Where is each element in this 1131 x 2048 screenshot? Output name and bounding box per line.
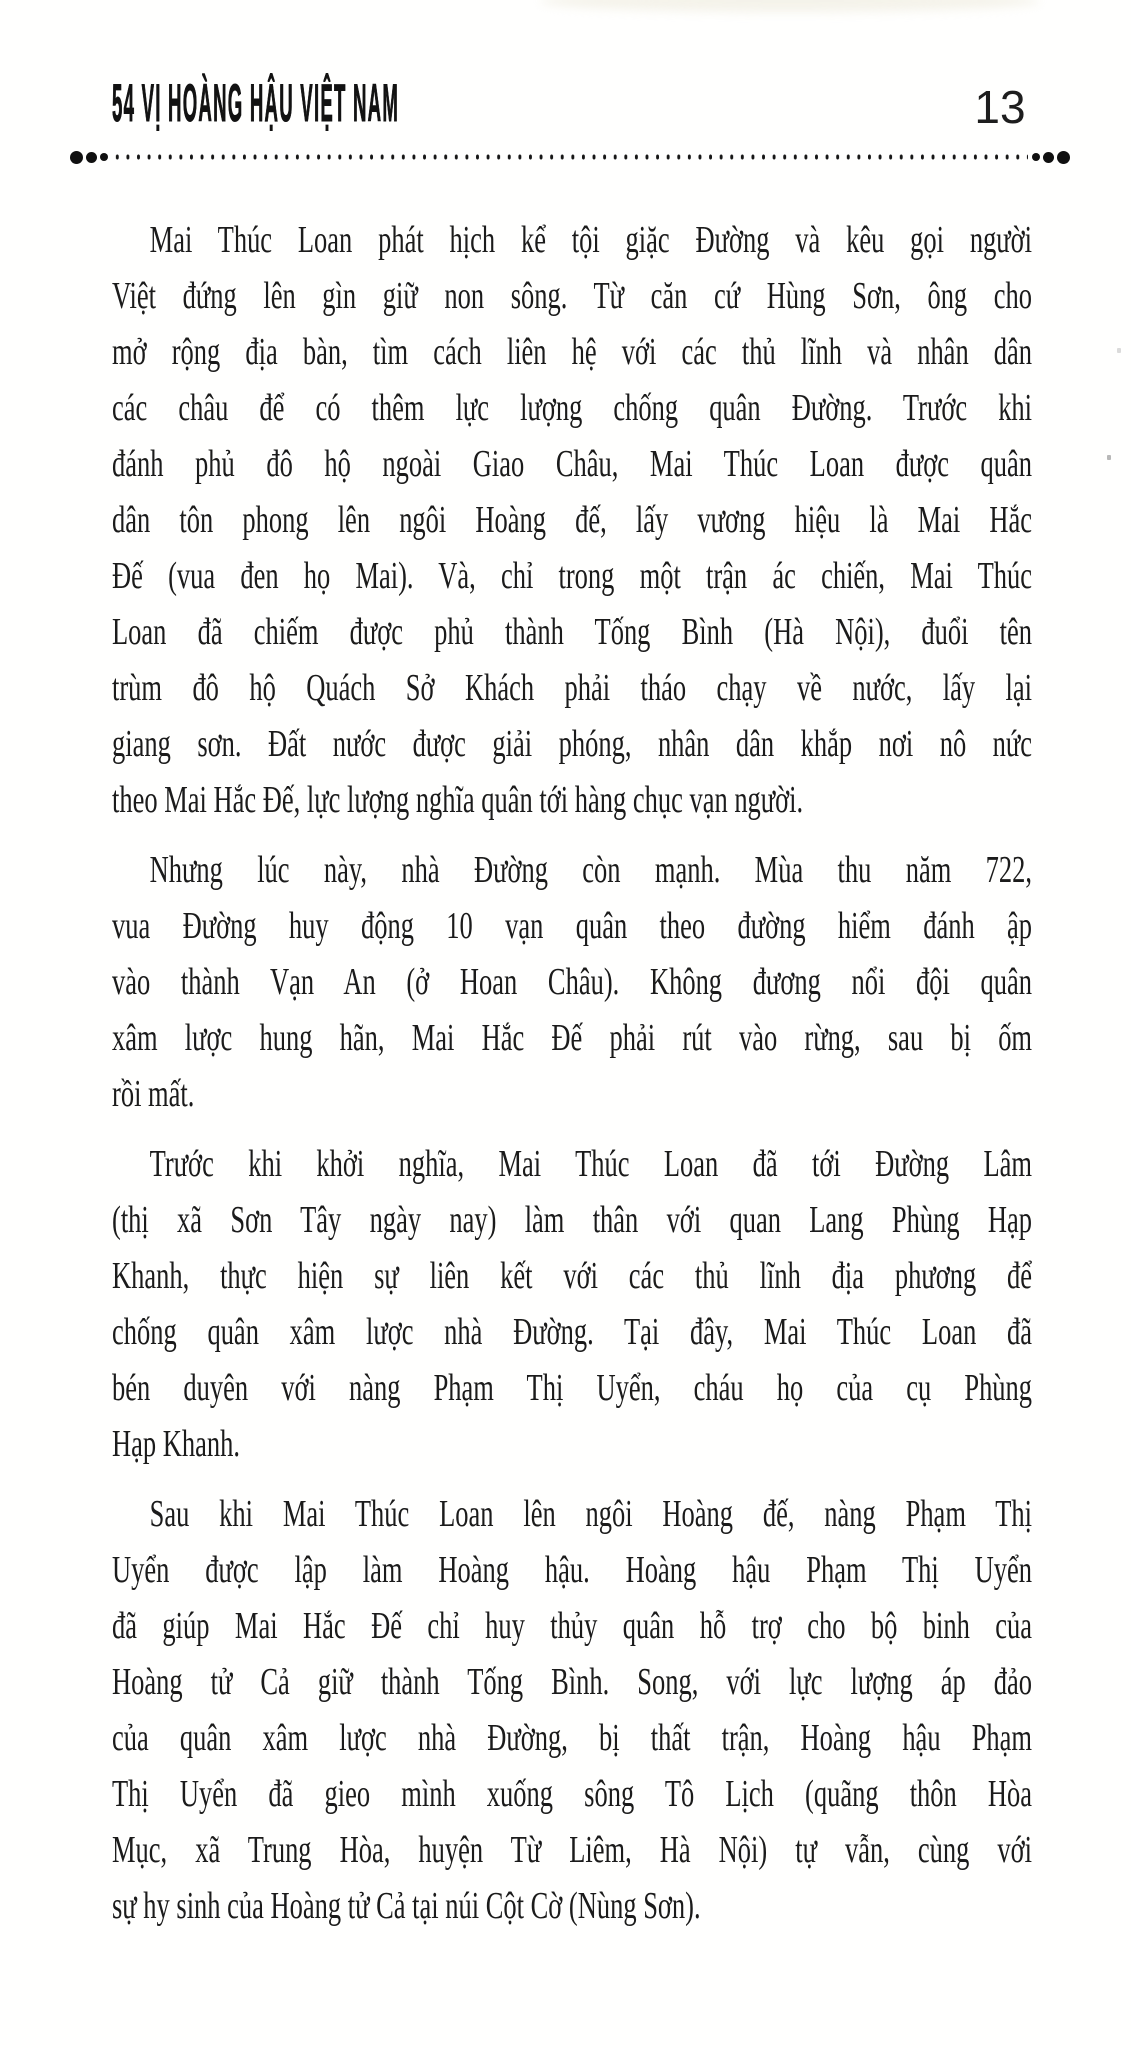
separator-dot [86, 152, 97, 163]
text-line: giang sơn. Đất nước được giải phóng, nhân dân khắp nơi nô nức [112, 723, 1033, 765]
text-line: Loan đã chiếm được phủ thành Tống Bình (Hà Nội), đuổi tên [112, 611, 1033, 653]
text-line: mở rộng địa bàn, tìm cách liên hệ với các thủ lĩnh và nhân dân [112, 331, 1033, 373]
separator-dot [70, 151, 83, 164]
text-line: vua Đường huy động 10 vạn quân theo đường hiểm đánh ập [112, 905, 1033, 947]
text-line: Việt đứng lên gìn giữ non sông. Từ căn cứ Hùng Sơn, ông cho [112, 275, 1033, 317]
text-line: các châu để có thêm lực lượng chống quân Đường. Trước khi [112, 387, 1033, 429]
text-line: Trước khi khởi nghĩa, Mai Thúc Loan đã tới Đường Lâm [149, 1143, 1033, 1185]
text-line: vào thành Vạn An (ở Hoan Châu). Không đương nổi đội quân [112, 961, 1033, 1003]
book-title: 54 VỊ HOÀNG HẬU VIỆT NAM [112, 75, 400, 134]
text-line: Hạp Khanh. [112, 1423, 240, 1465]
text-line: sự hy sinh của Hoàng tử Cả tại núi Cột Cờ (Nùng Sơn). [112, 1885, 701, 1927]
dotted-separator [70, 147, 1070, 167]
text-line: Đế (vua đen họ Mai). Và, chỉ trong một trận ác chiến, Mai Thúc [112, 555, 1033, 597]
text-line: Khanh, thực hiện sự liên kết với các thủ lĩnh địa phương để [112, 1255, 1033, 1297]
page-number: 13 [974, 81, 1026, 133]
text-line: của quân xâm lược nhà Đường, bị thất trận, Hoàng hậu Phạm [112, 1717, 1033, 1759]
text-line: Hoàng tử Cả giữ thành Tống Bình. Song, với lực lượng áp đảo [112, 1661, 1033, 1703]
text-line: xâm lược hung hãn, Mai Hắc Đế phải rút vào rừng, sau bị ốm [112, 1017, 1033, 1059]
text-line: theo Mai Hắc Đế, lực lượng nghĩa quân tới hàng chục vạn người. [112, 779, 804, 821]
body-text [112, 212, 1032, 1934]
separator-dot [1057, 151, 1070, 164]
text-line: Thị Uyển đã gieo mình xuống sông Tô Lịch (quãng thôn Hòa [112, 1773, 1033, 1815]
text-line: Mục, xã Trung Hòa, huyện Từ Liêm, Hà Nội) tự vẫn, cùng với [112, 1829, 1033, 1871]
text-line: Nhưng lúc này, nhà Đường còn mạnh. Mùa thu năm 722, [149, 849, 1033, 891]
text-line: trùm đô hộ Quách Sở Khách phải tháo chạy về nước, lấy lại [112, 667, 1033, 709]
text-line: bén duyên với nàng Phạm Thị Uyển, cháu họ của cụ Phùng [112, 1367, 1033, 1409]
scan-speck [1117, 348, 1121, 353]
separator-dot [1043, 152, 1054, 163]
separator-dotted-line [112, 153, 1028, 161]
text-line: rồi mất. [112, 1073, 195, 1115]
text-line: Sau khi Mai Thúc Loan lên ngôi Hoàng đế, nàng Phạm Thị [149, 1493, 1033, 1535]
text-line: dân tôn phong lên ngôi Hoàng đế, lấy vương hiệu là Mai Hắc [112, 499, 1033, 541]
paragraph [112, 1136, 1032, 1472]
separator-dot [1032, 153, 1040, 161]
paragraph [112, 212, 1032, 828]
text-line: chống quân xâm lược nhà Đường. Tại đây, Mai Thúc Loan đã [112, 1311, 1033, 1353]
text-line: Uyển được lập làm Hoàng hậu. Hoàng hậu Phạm Thị Uyển [112, 1549, 1033, 1591]
text-line: đã giúp Mai Hắc Đế chỉ huy thủy quân hỗ trợ cho bộ binh của [112, 1605, 1033, 1647]
scan-speck [1107, 455, 1111, 460]
scan-smudge [540, 0, 1040, 12]
text-line: (thị xã Sơn Tây ngày nay) làm thân với quan Lang Phùng Hạp [112, 1199, 1033, 1241]
text-line: Mai Thúc Loan phát hịch kể tội giặc Đường và kêu gọi người [149, 219, 1033, 261]
paragraph [112, 842, 1032, 1122]
separator-dot [100, 153, 108, 161]
text-line: đánh phủ đô hộ ngoài Giao Châu, Mai Thúc Loan được quân [112, 443, 1033, 485]
paragraph [112, 1486, 1032, 1934]
